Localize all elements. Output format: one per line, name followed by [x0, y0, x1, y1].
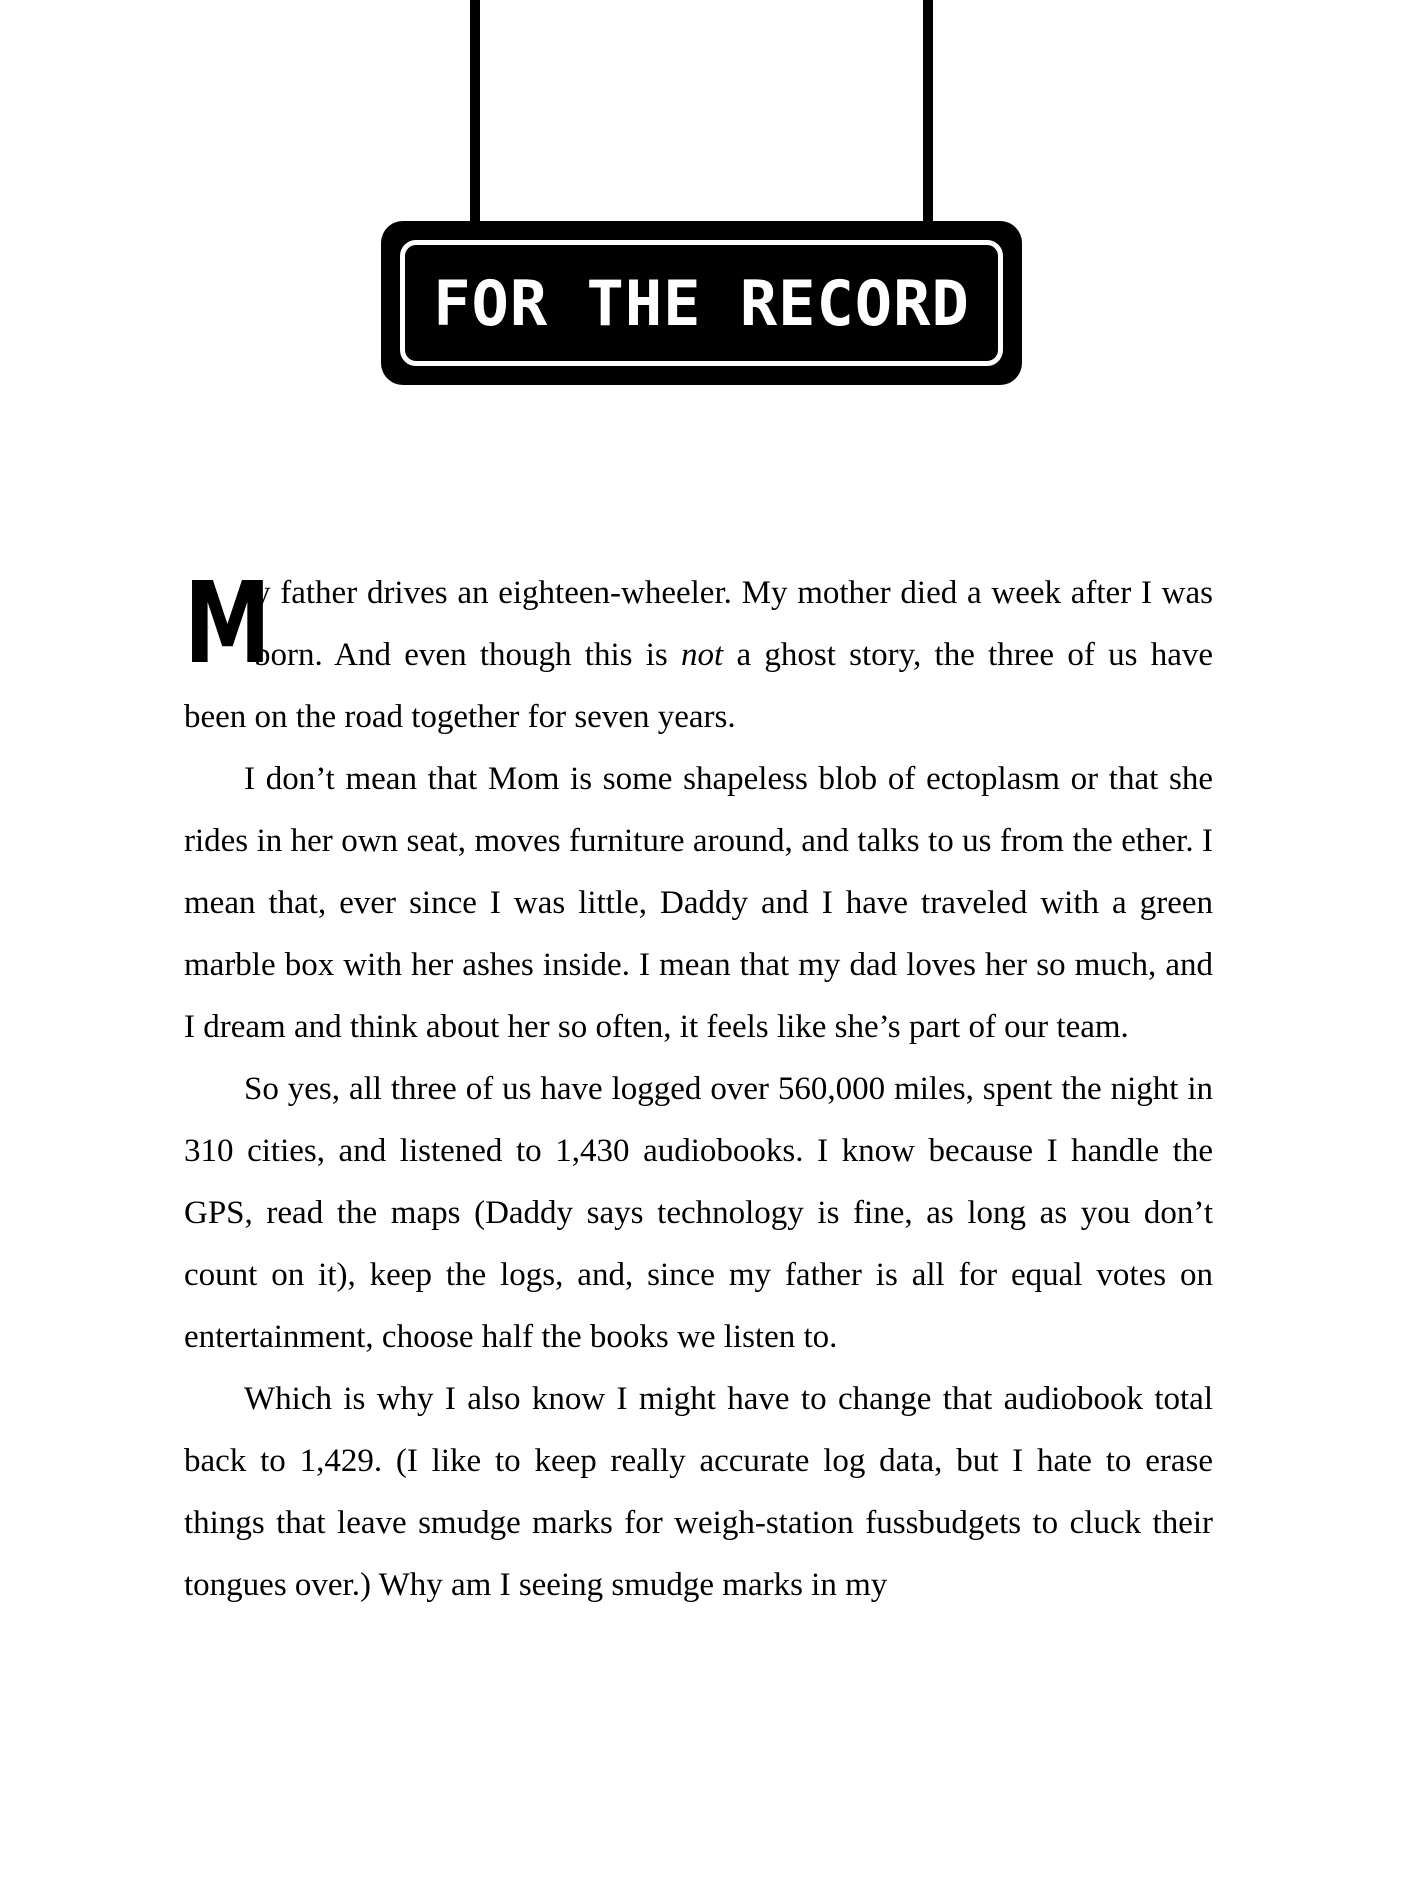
paragraph-1-text-end: a ghost story, the three of us have been on the road together for seven years.: [184, 637, 1213, 735]
chapter-title-sign-border: [400, 240, 1003, 366]
paragraph-1-emphasis: not: [681, 637, 724, 673]
paragraph-3: So yes, all three of us have logged over 560,000 miles, spent the night in 310 cities, and listened to 1,430 audiobooks. I know because I handle the GPS, read the maps (Daddy says technology is fine, as long as you don’t count on it), keep the logs, and, since my father is all for equal votes on entertainment, choose half the books we listen to.: [184, 1071, 1213, 1355]
chapter-title: FOR THE RECORD: [433, 266, 970, 340]
paragraph-1-text-start: y father drives an eighteen-wheeler. My mother died a week after I was born. And even though this is: [254, 575, 1213, 673]
chapter-title-sign: [381, 221, 1022, 385]
sign-post-left: [470, 0, 480, 224]
drop-cap: M: [184, 559, 271, 689]
paragraph-4: Which is why I also know I might have to change that audiobook total back to 1,429. (I like to keep really accurate log data, but I hate to erase things that leave smudge marks for weigh-station fussbudgets to cluck their tongues over.) Why am I seeing smudge marks in my: [184, 1381, 1213, 1603]
chapter-body: [184, 559, 1213, 1616]
paragraph-1: [184, 559, 1213, 748]
paragraph-2: I don’t mean that Mom is some shapeless blob of ectoplasm or that she rides in her own seat, moves furniture around, and talks to us from the ether. I mean that, ever since I was little, Daddy and I have traveled with a green marble box with her ashes inside. I mean that my dad loves her so much, and I dream and think about her so often, it feels like she’s part of our team.: [184, 761, 1213, 1045]
sign-post-right: [923, 0, 933, 224]
